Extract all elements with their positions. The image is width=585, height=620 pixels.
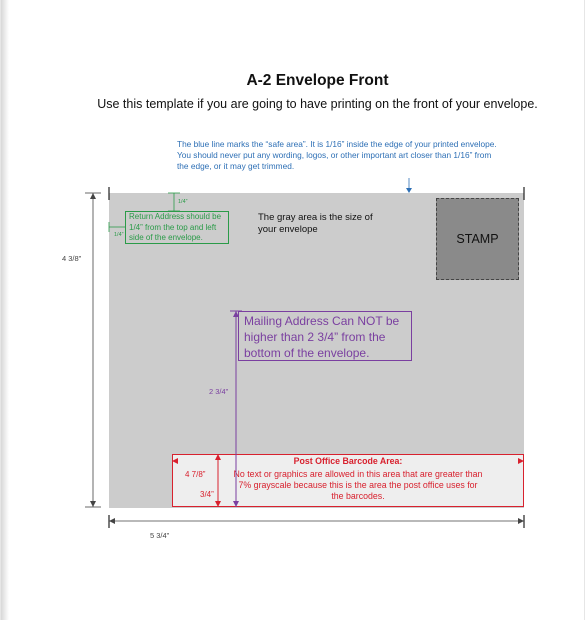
stamp-label: STAMP xyxy=(456,232,499,246)
safe-area-note: The blue line marks the “safe area”. It is 1/16” inside the edge of your printed envelope. You should never put any wording, logos, or other important art closer than 1/16” from the edge, or it may get trimmed. xyxy=(177,139,497,171)
return-top-label: 1/4” xyxy=(178,199,188,205)
barcode-title: Post Office Barcode Area: xyxy=(293,456,403,466)
return-address-note: Return Address should be 1/4” from the top and left side of the envelope. xyxy=(129,212,222,242)
width-label: 5 3/4” xyxy=(150,531,170,540)
safe-area-arrowhead xyxy=(406,188,412,193)
mailing-height-label: 2 3/4” xyxy=(209,387,229,396)
dimension-lines xyxy=(1,0,585,620)
return-left-label: 1/4” xyxy=(114,232,124,238)
gray-area-note: The gray area is the size of your envelope xyxy=(258,212,373,235)
mailing-address-note: Mailing Address Can NOT be higher than 2 3/4” from the bottom of the envelope. xyxy=(244,314,400,360)
page-title: A-2 Envelope Front xyxy=(246,72,389,89)
barcode-body: No text or graphics are allowed in this area that are greater than 7% grayscale because this is the area the post office uses for the barcodes. xyxy=(233,469,483,501)
page-subtitle: Use this template if you are going to have printing on the front of your envelope. xyxy=(97,97,538,111)
barcode-height-label: 3/4” xyxy=(200,490,214,499)
height-label: 4 3/8” xyxy=(62,254,82,263)
barcode-width-label: 4 7/8” xyxy=(185,470,206,479)
